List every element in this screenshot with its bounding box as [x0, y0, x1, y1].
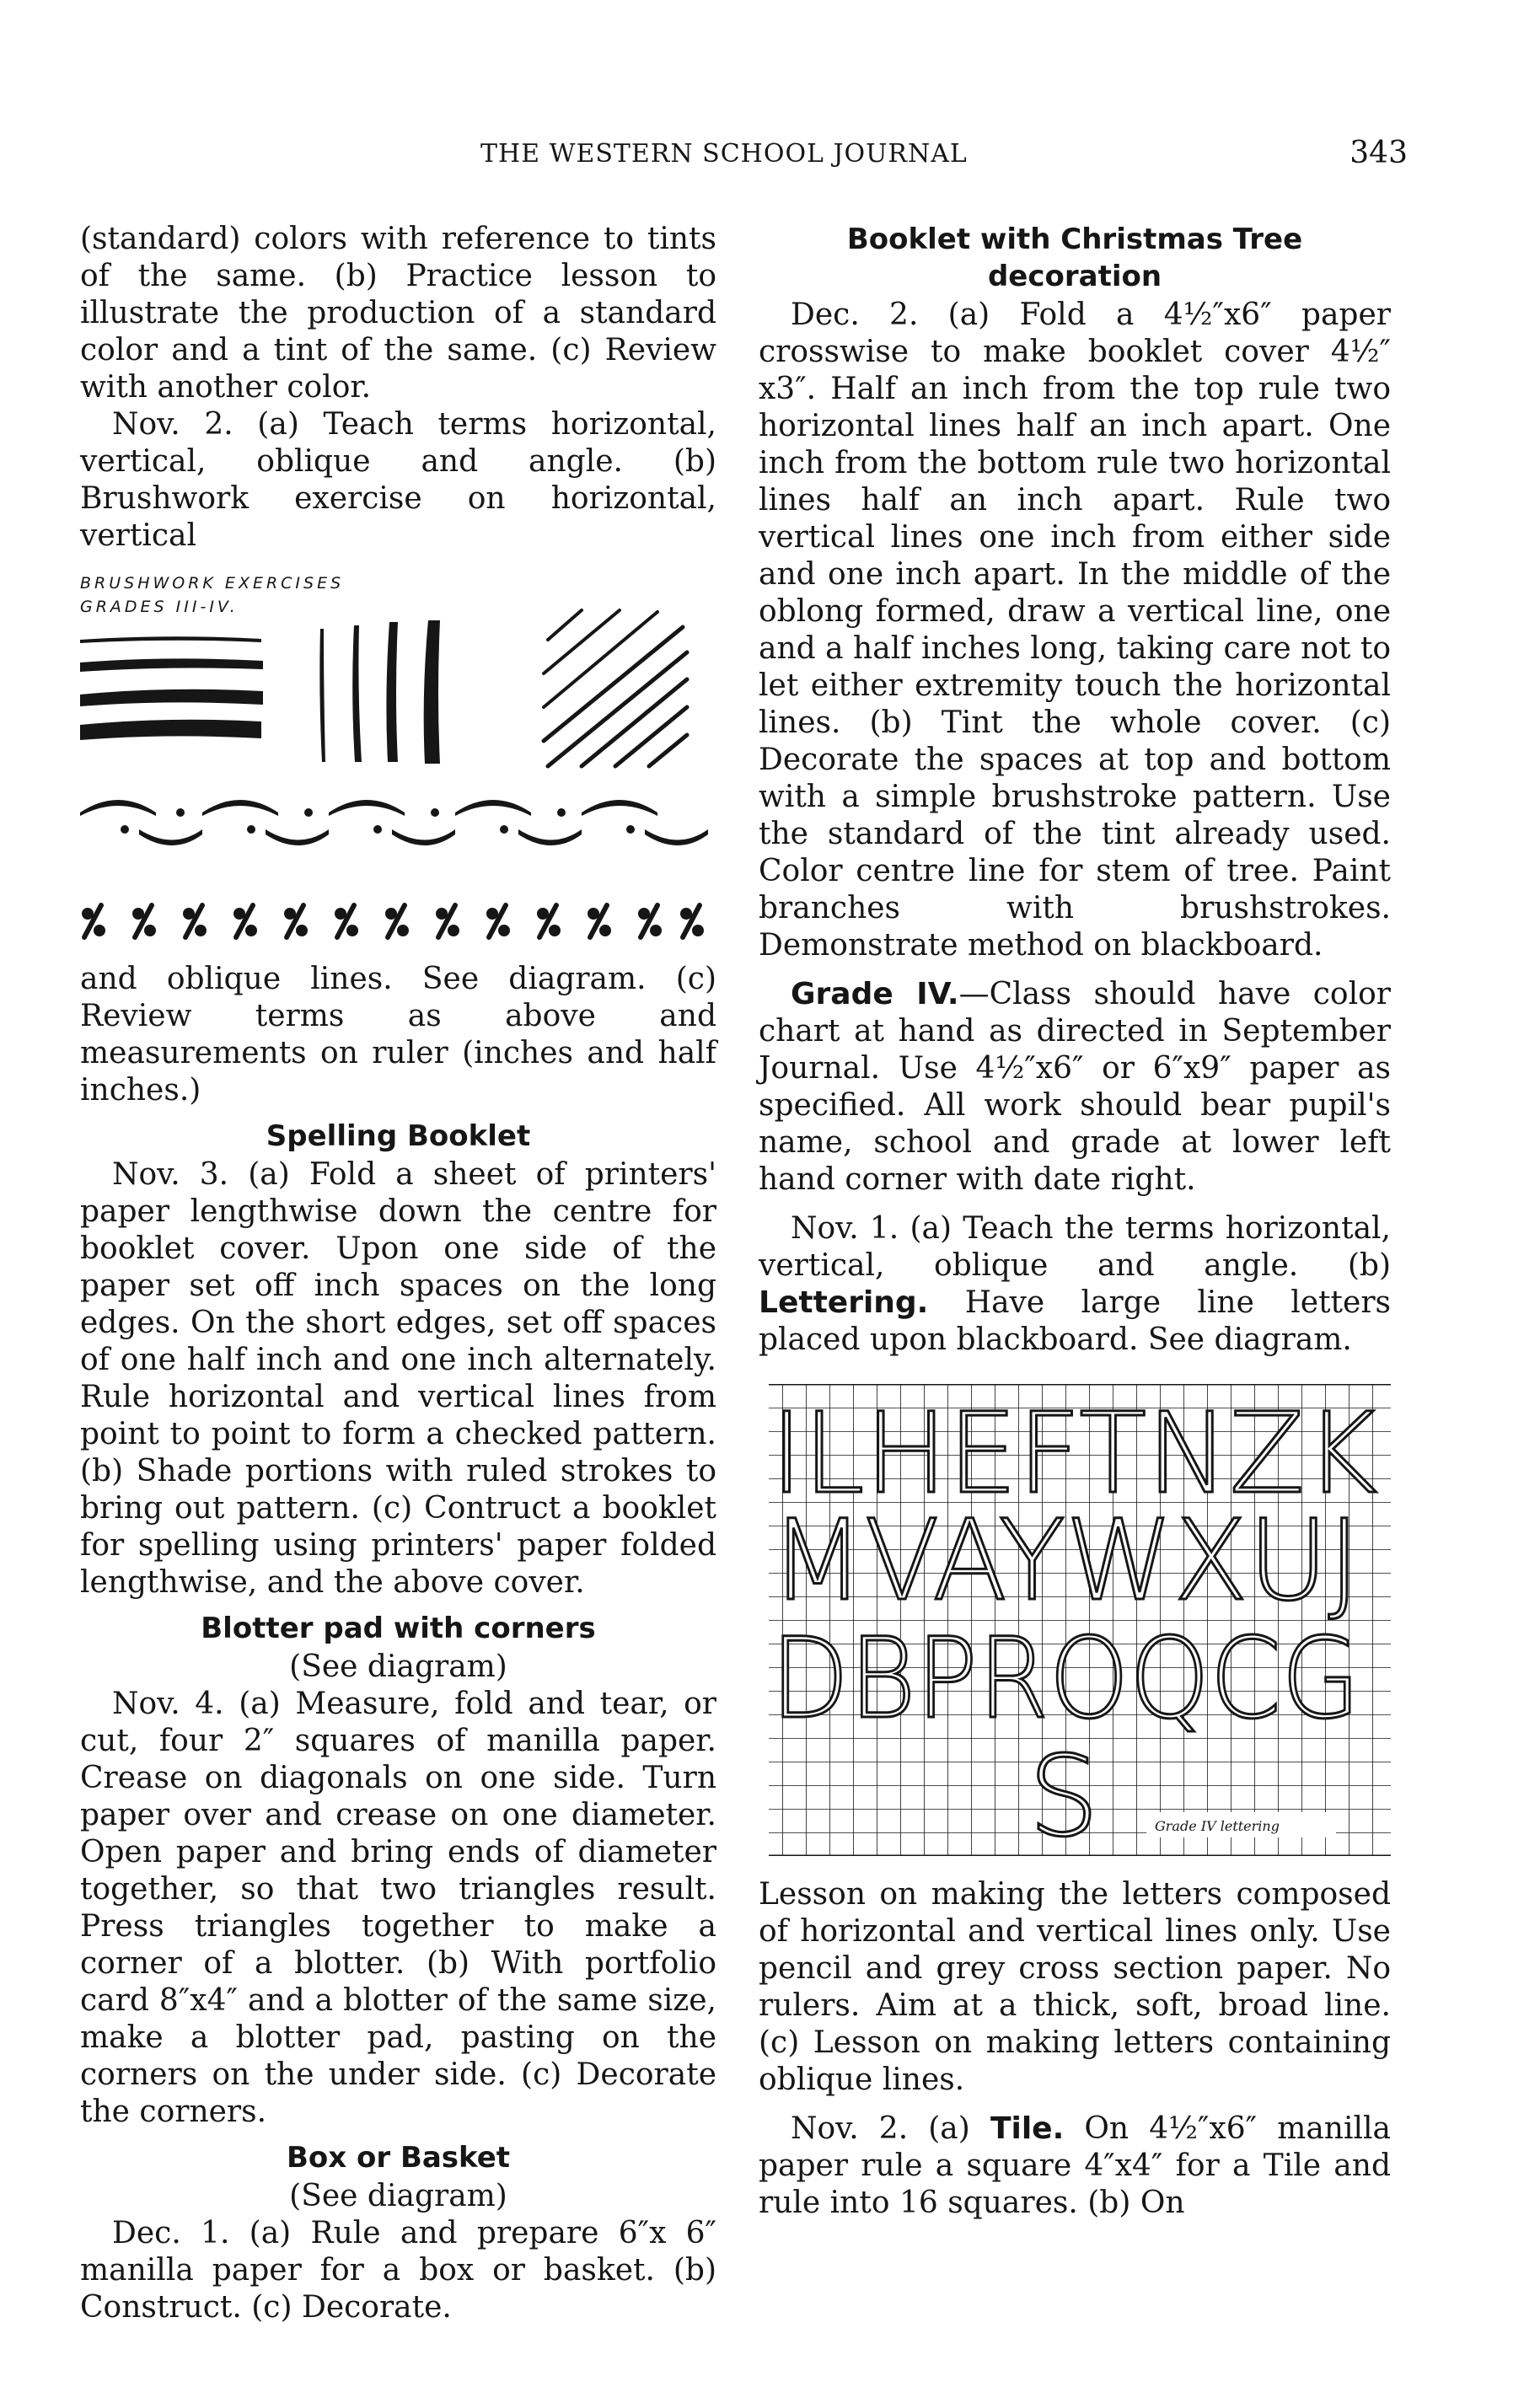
oblique-dot-pattern	[84, 905, 701, 937]
tile-label: Tile.	[990, 2111, 1065, 2146]
letters-row-2: MVAYWXUJ	[770, 1496, 1360, 1626]
page-header	[59, 136, 1408, 190]
paragraph-text: Have large line letters placed upon blackboard. See diagram.	[759, 1285, 1391, 1357]
right-column	[759, 221, 1391, 2222]
oblique-strokes	[544, 610, 687, 766]
heading-blotter-pad: Blotter pad with corners	[201, 1612, 596, 1645]
lettering-caption: Grade IV lettering	[1155, 1818, 1280, 1834]
heading-box-basket: Box or Basket	[286, 2141, 511, 2175]
paragraph: (standard) colors with reference to tints of the same. (b) Practice lesson to illustrate the production of a standard color and a tint of the same. (c) Review with another color.	[80, 222, 716, 405]
lettering-diagram	[759, 1384, 1391, 1856]
paragraph	[759, 1210, 1391, 1359]
subheading: (See diagram)	[289, 2179, 507, 2213]
letters-row-1: ILHEFTNZK	[770, 1389, 1377, 1519]
letters-row-4: S	[1028, 1732, 1099, 1856]
paragraph: and oblique lines. See diagram. (c) Review terms as above and measurements on ruler (inches and half inches.)	[80, 962, 716, 1108]
lettering-label: Lettering.	[759, 1285, 929, 1320]
subheading: (See diagram)	[289, 1649, 507, 1684]
paragraph	[759, 2111, 1391, 2222]
brush-caption-2: GRADES III-IV.	[80, 598, 239, 616]
left-column	[80, 221, 716, 2326]
brushwork-diagram	[76, 560, 716, 956]
wave-border-pattern	[80, 800, 708, 845]
brush-caption-1: BRUSHWORK EXERCISES	[80, 574, 345, 593]
paragraph	[759, 976, 1391, 1199]
paragraph: Dec. 1. (a) Rule and prepare 6″x 6″ manilla paper for a box or basket. (b) Construct. (c) Decorate.	[80, 2216, 716, 2325]
paragraph-text: Nov. 1. (a) Teach the terms horizontal, vertical, oblique and angle. (b)	[759, 1211, 1391, 1283]
grade-label: Grade IV.	[791, 977, 959, 1011]
paragraph: Dec. 2. (a) Fold a 4½″x6″ paper crosswise to make booklet cover 4½″ x3″. Half an inch from the top rule two horizontal lines half an inch apart. One inch from the bottom rule two horizontal lines half an inch apart. Rule two vertical lines one inch from either side and one inch apart. In the middle of the oblong formed, draw a vertical line, one and a half inches long, taking care not to let either extremity touch the horizontal lines. (b) Tint the whole cover. (c) Decorate the spaces at top and bottom with a simple brushstroke pattern. Use the standard of the tint already used. Color centre line for stem of tree. Paint branches with brushstrokes. Demonstrate method on blackboard.	[759, 298, 1391, 963]
paragraph-text: —Class should have color chart at hand as directed in September Journal. Use 4½″x6″ or 6″x9″ paper as specified. All work should bear pupil's name, school and grade at lower left hand corner with date right.	[759, 977, 1391, 1197]
running-head: THE WESTERN SCHOOL JOURNAL	[480, 139, 968, 169]
paragraph-text: On 4½″x6″ manilla paper rule a square 4″x4″ for a Tile and rule into 16 squares. (b) On	[759, 2111, 1391, 2220]
heading-christmas-booklet: Booklet with Christmas Tree decoration	[846, 223, 1303, 293]
paragraph: Nov. 2. (a) Teach terms horizontal, vertical, oblique and angle. (b) Brushwork exercise on horizontal, vertical	[80, 407, 716, 553]
horizontal-strokes	[80, 636, 263, 740]
paragraph: Nov. 3. (a) Fold a sheet of printers' paper lengthwise down the centre for booklet cover. Upon one side of the paper set off inch spaces on the long edges. On the short edges, set off spaces of one half inch and one inch alternately. Rule horizontal and vertical lines from point to point to form a checked pattern. (b) Shade portions with ruled strokes to bring out pattern. (c) Contruct a booklet for spelling using printers' paper folded lengthwise, and the above cover.	[80, 1157, 716, 1600]
paragraph: Lesson on making the letters composed of horizontal and vertical lines only. Use pencil and grey cross section paper. No rulers. Aim at a thick, soft, broad line. (c) Lesson on making letters containing oblique lines.	[759, 1877, 1391, 2097]
paragraph-text: Nov. 2. (a)	[791, 2111, 970, 2146]
heading-spelling-booklet: Spelling Booklet	[266, 1119, 531, 1153]
letters-row-3: DBPROQCG	[770, 1614, 1360, 1744]
paragraph: Nov. 4. (a) Measure, fold and tear, or cut, four 2″ squares of manilla paper. Crease on diagonals on one side. Turn paper over and crease on one diameter. Open paper and bring ends of diameter together, so that two triangles result. Press triangles together to make a corner of a blotter. (b) With portfolio card 8″x4″ and a blotter of the same size, make a blotter pad, pasting on the corners on the under side. (c) Decorate the corners.	[80, 1687, 716, 2129]
vertical-strokes	[319, 620, 440, 764]
page-number: 343	[1350, 136, 1408, 170]
